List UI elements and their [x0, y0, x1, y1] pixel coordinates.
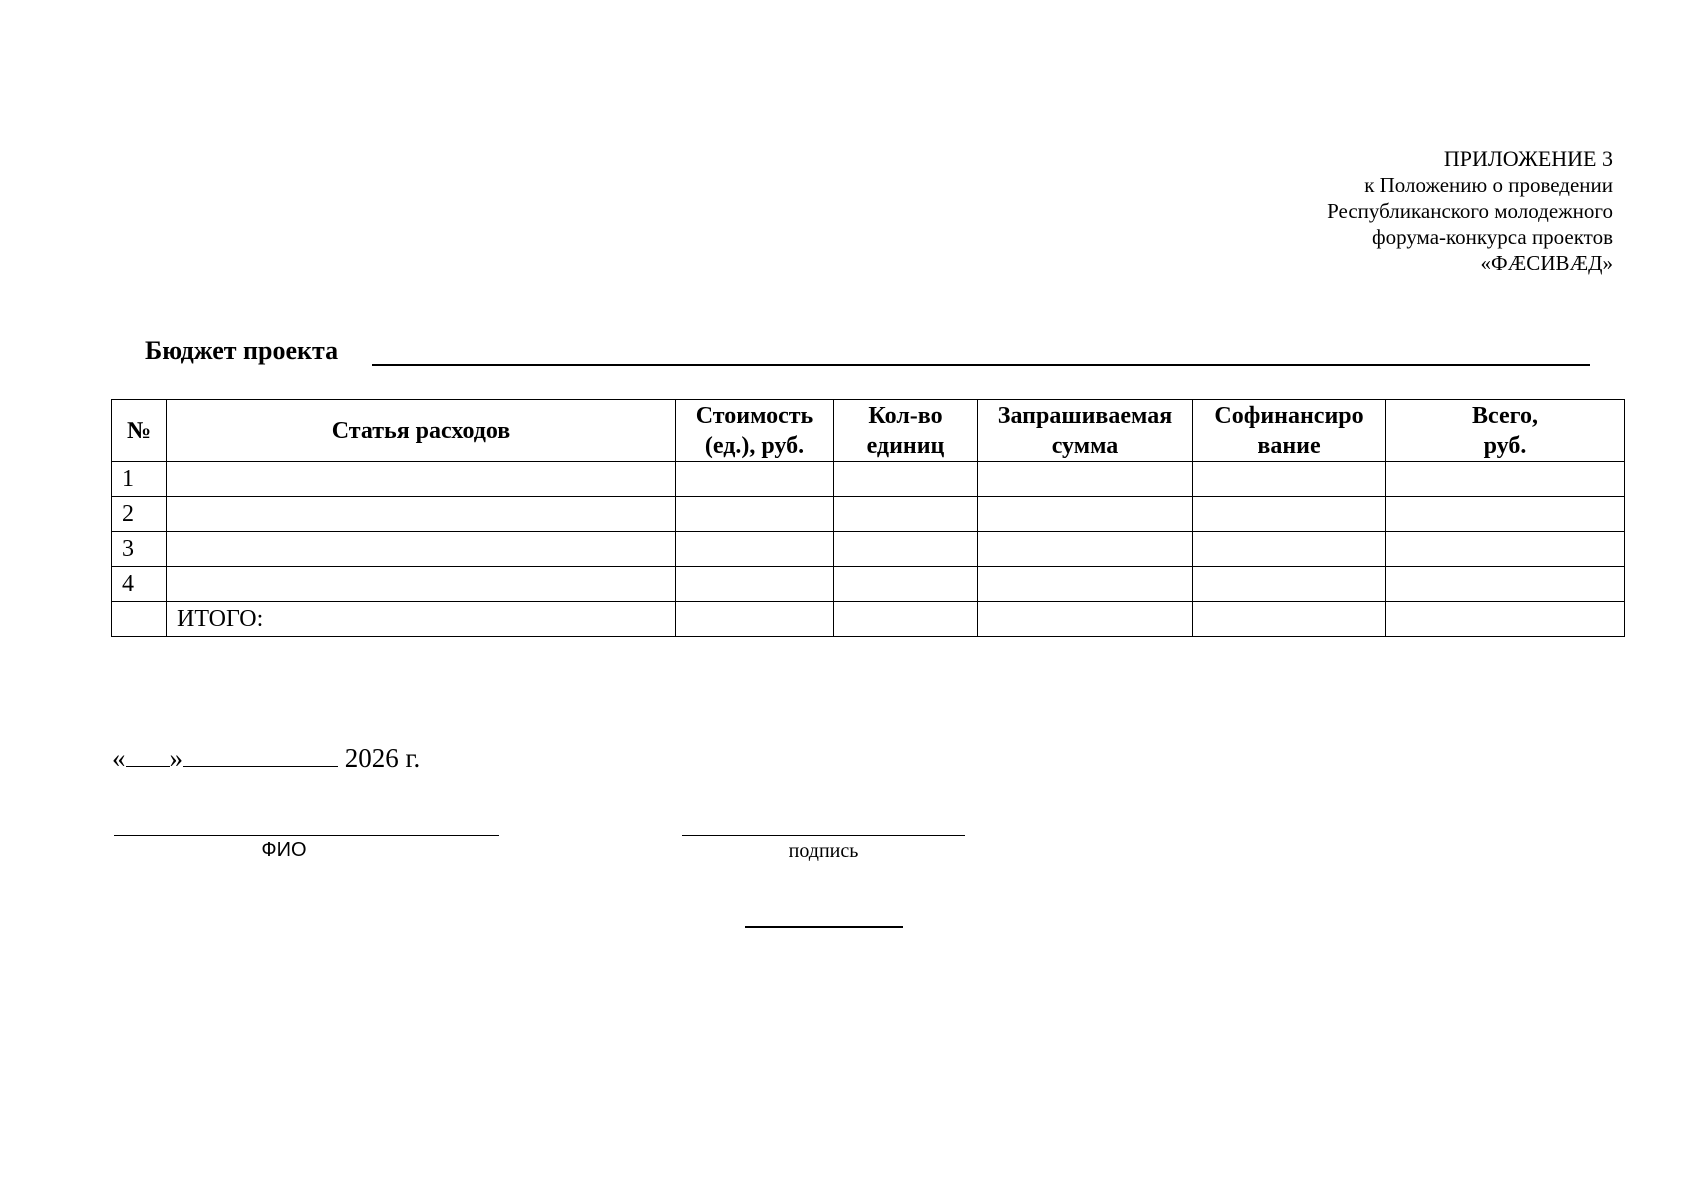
month-blank[interactable] — [183, 742, 338, 767]
cost-cell[interactable] — [676, 497, 834, 532]
signature-label: подпись — [788, 840, 859, 862]
table-row — [112, 532, 1625, 567]
row-number: 3 — [112, 532, 167, 567]
quantity-total-cell[interactable] — [834, 602, 978, 637]
header-num: № — [112, 400, 167, 462]
cost-cell[interactable] — [676, 462, 834, 497]
cost-total-cell[interactable] — [676, 602, 834, 637]
fio-label: ФИО — [261, 839, 307, 861]
header-cost — [676, 400, 834, 462]
total-label: ИТОГО: — [167, 602, 676, 637]
header-requested-amount — [978, 400, 1193, 462]
signature-blank-line[interactable] — [682, 835, 965, 836]
total-cell[interactable] — [1386, 567, 1625, 602]
requested-cell[interactable] — [978, 497, 1193, 532]
table-row — [112, 497, 1625, 532]
budget-title: Бюджет проекта — [145, 336, 339, 365]
date-open-quote: « — [112, 743, 126, 773]
project-name-blank-line — [372, 364, 1590, 366]
expense-item-cell[interactable] — [167, 462, 676, 497]
total-cell[interactable] — [1386, 497, 1625, 532]
appendix-number: ПРИЛОЖЕНИЕ 3 — [1443, 146, 1613, 171]
header-total — [1386, 400, 1625, 462]
cofinancing-cell[interactable] — [1193, 532, 1386, 567]
cofinancing-total-cell[interactable] — [1193, 602, 1386, 637]
expense-item-cell[interactable] — [167, 532, 676, 567]
table-header-row — [112, 400, 1625, 462]
header-cofinancing-line1: Софинансиро — [1214, 402, 1364, 429]
appendix-line-4: форума-конкурса проектов — [1372, 225, 1613, 249]
header-expense-item: Статья расходов — [167, 400, 676, 462]
date-line — [112, 742, 420, 774]
appendix-line-3: Республиканского молодежного — [1327, 199, 1613, 223]
appendix-line-2: к Положению о проведении — [1364, 173, 1613, 197]
row-number: 4 — [112, 567, 167, 602]
cofinancing-cell[interactable] — [1193, 497, 1386, 532]
header-requested-line1: Запрашиваемая — [997, 402, 1173, 429]
fio-blank-line[interactable] — [114, 835, 499, 836]
quantity-cell[interactable] — [834, 532, 978, 567]
row-number: 2 — [112, 497, 167, 532]
date-close-quote: » — [169, 743, 183, 773]
header-cost-line1: Стоимость — [695, 402, 814, 429]
header-quantity — [834, 400, 978, 462]
day-blank[interactable] — [126, 742, 170, 767]
row-number: 1 — [112, 462, 167, 497]
requested-cell[interactable] — [978, 567, 1193, 602]
header-cofinancing-line2: вание — [1257, 432, 1321, 459]
table-row — [112, 462, 1625, 497]
total-row-number-cell — [112, 602, 167, 637]
quantity-cell[interactable] — [834, 497, 978, 532]
requested-total-cell[interactable] — [978, 602, 1193, 637]
budget-table — [111, 399, 1625, 637]
requested-cell[interactable] — [978, 462, 1193, 497]
expense-item-cell[interactable] — [167, 497, 676, 532]
appendix-block — [1327, 146, 1613, 276]
header-total-line2: руб. — [1483, 432, 1527, 459]
header-cost-line2: (ед.), руб. — [704, 432, 805, 459]
cofinancing-cell[interactable] — [1193, 567, 1386, 602]
appendix-line-5: «ФÆСИВÆД» — [1480, 251, 1613, 275]
header-quantity-line2: единиц — [866, 432, 945, 459]
bottom-separator-line — [745, 926, 903, 928]
date-year: 2026 г. — [338, 743, 421, 773]
header-quantity-line1: Кол-во — [868, 402, 943, 429]
cost-cell[interactable] — [676, 532, 834, 567]
quantity-cell[interactable] — [834, 567, 978, 602]
header-total-line1: Всего, — [1472, 402, 1538, 429]
header-cofinancing — [1193, 400, 1386, 462]
table-total-row — [112, 602, 1625, 637]
cofinancing-cell[interactable] — [1193, 462, 1386, 497]
cost-cell[interactable] — [676, 567, 834, 602]
requested-cell[interactable] — [978, 532, 1193, 567]
quantity-cell[interactable] — [834, 462, 978, 497]
grand-total-cell[interactable] — [1386, 602, 1625, 637]
total-cell[interactable] — [1386, 532, 1625, 567]
expense-item-cell[interactable] — [167, 567, 676, 602]
table-row — [112, 567, 1625, 602]
total-cell[interactable] — [1386, 462, 1625, 497]
header-requested-line2: сумма — [1051, 432, 1119, 459]
